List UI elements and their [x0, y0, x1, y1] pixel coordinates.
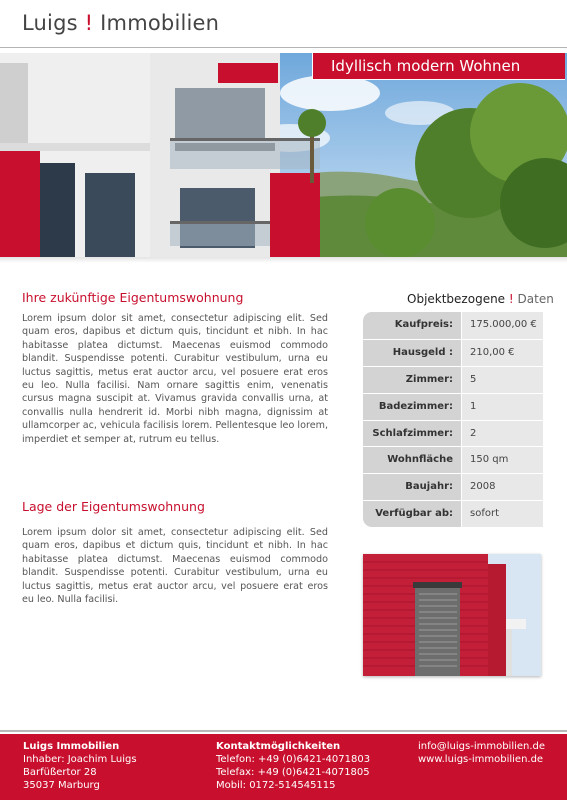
facade-illustration	[363, 554, 541, 676]
section-text-wohnung: Lorem ipsum dolor sit amet, consectetur adipiscing elit. Sed quam eros, dapibus et dictum quis, tincidunt et nibh. In hac habitasse platea dictumst. Maecenas euismod commodo blandit. Suspendisse potenti. Curabitur vestibulum, urna eu luctus sagittis, metus erat auctor arcu, vel posuere erat eros eu leo. Nulla facilisi. Nam ornare sagittis enim, venenatis cursus magna suscipit at. Vivamus gravida convallis urna, at convallis nulla hendrerit id. Morbi nibh magna, dignissim at ullamcorper ac, vehicula facilisis lorem. Pellentesque leo lorem, imperdiet et semper at, rutrum eu tellus.	[22, 313, 328, 445]
hero-shadow	[0, 257, 567, 263]
footer	[0, 734, 567, 800]
side-photo	[363, 554, 541, 676]
objekt-title-exclamation: !	[508, 292, 514, 306]
brand-logo	[22, 11, 219, 35]
row-label-baujahr: Baujahr:	[363, 474, 461, 500]
footer-company-owner: Inhaber: Joachim Luigs	[23, 754, 137, 765]
objekt-title-daten: Daten	[517, 292, 554, 306]
table-row	[363, 312, 543, 339]
footer-website-link[interactable]: www.luigs-immobilien.de	[418, 754, 544, 765]
footer-contact-phone: Telefon: +49 (0)6421-4071803	[216, 754, 371, 765]
footer-contact-mobile: Mobil: 0172-514545115	[216, 780, 336, 791]
row-label-wohnflaeche: Wohnfläche	[363, 447, 461, 473]
footer-contact	[216, 740, 370, 792]
row-value-badezimmer: 1	[461, 394, 543, 420]
footer-email-link[interactable]: info@luigs-immobilien.de	[418, 741, 546, 752]
row-label-badezimmer: Badezimmer:	[363, 394, 461, 420]
section-title-lage: Lage der Eigentumswohnung	[22, 499, 205, 514]
objekt-data-title	[407, 292, 554, 306]
hero-photo	[0, 53, 567, 257]
row-value-hausgeld: 210,00 €	[461, 340, 543, 366]
table-row	[363, 366, 543, 393]
table-row	[363, 339, 543, 366]
footer-company	[23, 740, 137, 792]
row-value-zimmer: 5	[461, 367, 543, 393]
row-value-schlafzimmer: 2	[461, 421, 543, 447]
row-value-verfuegbar: sofort	[461, 501, 543, 527]
row-value-kaufpreis: 175.000,00 €	[461, 312, 543, 339]
section-title-wohnung: Ihre zukünftige Eigentumswohnung	[22, 290, 244, 305]
header-divider	[0, 47, 567, 48]
row-label-zimmer: Zimmer:	[363, 367, 461, 393]
hero-house-illustration	[0, 53, 567, 257]
table-row	[363, 500, 543, 527]
footer-divider	[0, 730, 567, 732]
objekt-data-table	[363, 312, 543, 527]
footer-contact-heading: Kontaktmöglichkeiten	[216, 741, 341, 752]
row-value-baujahr: 2008	[461, 474, 543, 500]
row-value-wohnflaeche: 150 qm	[461, 447, 543, 473]
table-row	[363, 393, 543, 420]
brand-exclamation: !	[84, 11, 94, 35]
table-row	[363, 420, 543, 447]
hero-banner: Idyllisch modern Wohnen	[312, 53, 565, 80]
footer-web	[418, 740, 545, 766]
row-label-hausgeld: Hausgeld :	[363, 340, 461, 366]
brand-name-immobilien: Immobilien	[100, 11, 220, 35]
brand-name-luigs: Luigs	[22, 11, 78, 35]
footer-company-street: Barfüßertor 28	[23, 767, 97, 778]
footer-company-name: Luigs Immobilien	[23, 741, 120, 752]
footer-contact-fax: Telefax: +49 (0)6421-4071805	[216, 767, 370, 778]
table-row	[363, 473, 543, 500]
objekt-title-main: Objektbezogene	[407, 292, 506, 306]
footer-company-city: 35037 Marburg	[23, 780, 100, 791]
table-row	[363, 446, 543, 473]
row-label-verfuegbar: Verfügbar ab:	[363, 501, 461, 527]
row-label-schlafzimmer: Schlafzimmer:	[363, 421, 461, 447]
section-text-lage: Lorem ipsum dolor sit amet, consectetur adipiscing elit. Sed quam eros, dapibus et dictum quis, tincidunt et nibh. In hac habitasse platea dictumst. Maecenas euismod commodo blandit. Suspendisse potenti. Curabitur vestibulum, urna eu luctus sagittis, metus erat auctor arcu, vel posuere erat eros eu leo. Nulla facilisi.	[22, 527, 328, 606]
row-label-kaufpreis: Kaufpreis:	[363, 312, 461, 339]
